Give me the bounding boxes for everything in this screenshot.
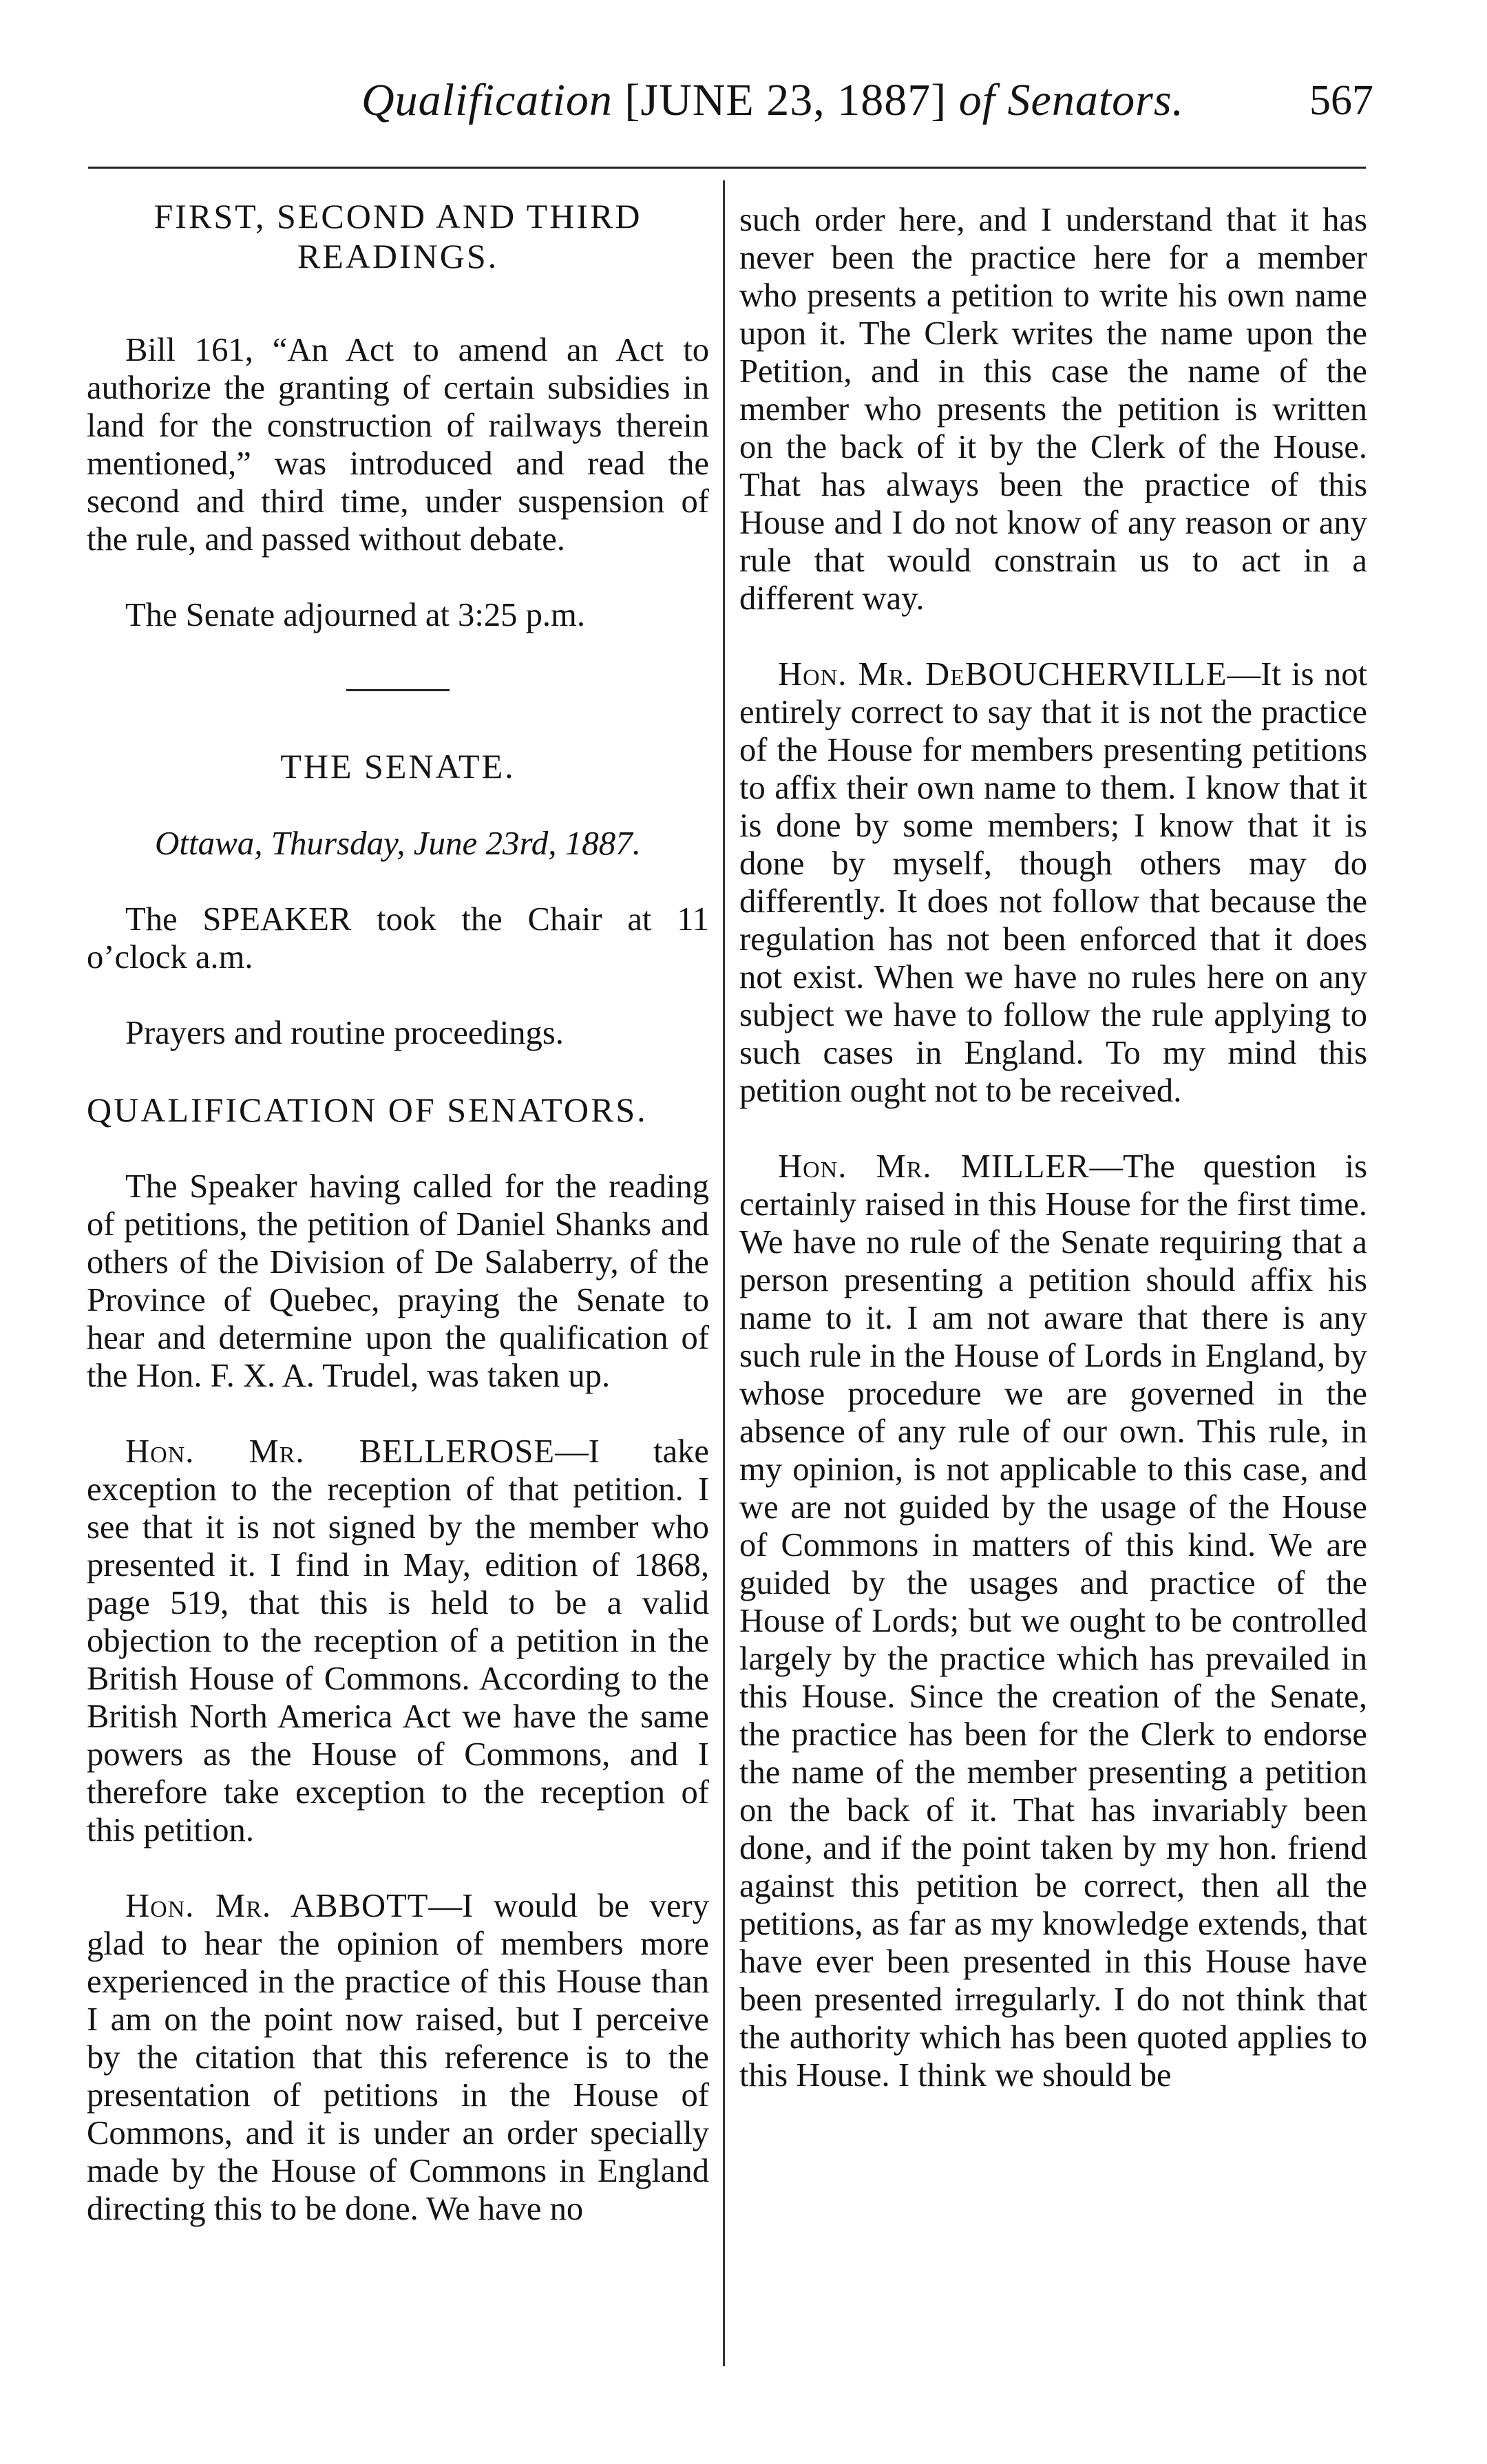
running-head [172,66,1373,135]
paragraph-adjourned: The Senate adjourned at 3:25 p.m. [125,596,585,633]
speech-bellerose [87,1433,709,1849]
running-title-date: [JUNE 23, 1887] [624,75,947,125]
speech-text: —I would be very glad to hear the opinion of members more experienced in the practice of this House than I am on the point now raised, but I perceive by the citation that this reference is to the presentation of petitions in the House of Commons, and it is under an order specially made by the House of Commons in England directing this to be done. We have no [87,1887,710,2227]
header-rule [88,167,1366,169]
paragraph-continuation: such order here, and I understand that it has never been the practice here for a member who presents a petition to write his own name upon it. The Clerk writes the name upon the Petition, and in this case the name of the member who presents the petition is written on the back of it by the Clerk of the House. That has always been the practice of this House and I do not know of any reason or any rule that would constrain us to act in a different way. [739,201,1367,617]
column-rule [723,180,725,2366]
dateline: Ottawa, Thursday, June 23rd, 1887. [155,824,641,862]
speech-text: —I take exception to the reception of that petition. I see that it is not signed by the member who presented it. I find in May, edition of 1868, page 519, that this is held to be a valid objection to the reception of a petition in the British House of Commons. According to the British North America Act we have the same powers as the House of Commons, and I therefore take exception to the reception of this petition. [87,1433,709,1849]
left-column [87,196,709,2228]
speaker-name: Hon. Mr. ABBOTT [125,1887,429,1924]
page-number: 567 [1309,77,1373,124]
section-heading-senate: THE SENATE. [280,747,516,786]
running-title-right: of Senators. [958,75,1185,125]
speech-deboucherville [739,655,1367,1110]
paragraph-petition: The Speaker having called for the reading of petitions, the petition of Daniel Shanks and others of the Division of De Salaberry, of the Province of Quebec, praying the Senate to hear and determine upon the qualification of the Hon. F. X. A. Trudel, was taken up. [87,1168,709,1394]
running-title [172,66,1373,135]
speech-text: —The question is certainly raised in this House for the first time. We have no rule of the Senate requiring that a person presenting a petition should affix his name to it. I am not aware that there is any such rule in the House of Lords in England, by whose procedure we are governed in the absence of any rule of our own. This rule, in my opinion, is not applicable to this case, and we are not guided by the usage of the House of Commons in matters of this kind. We are guided by the usages and practice of the House of Lords; but we ought to be controlled largely by the practice which has prevailed in this House. Since the creation of the Senate, the practice has been for the Clerk to endorse the name of the member presenting a petition on the back of it. That has invariably been done, and if the point taken by my hon. friend against this petition be correct, then all the petitions, as far as my knowledge extends, that have ever been presented in this House have been presented irregularly. I do not think that the authority which has been quoted applies to this House. I think we should be [739,1148,1367,2094]
speaker-name: Hon. Mr. BELLEROSE [125,1433,556,1470]
speaker-name: Hon. Mr. DeBOUCHERVILLE [778,655,1227,693]
speech-text: —It is not entirely correct to say that it is not the practice of the House for members presenting petitions to affix their own name to them. I know that it is done by some members; I know that it is done by myself, though others may do differently. It does not follow that because the regulation has not been enforced that it does not exist. When we have no rules here on any subject we have to follow the rule applying to such cases in England. To my mind this petition ought not to be received. [739,655,1367,1109]
paragraph-prayers: Prayers and routine proceedings. [125,1014,564,1051]
speaker-name: Hon. Mr. MILLER [778,1148,1090,1185]
section-heading-qualification: QUALIFICATION OF SENATORS. [87,1091,648,1129]
paragraph-speaker-chair: The SPEAKER took the Chair at 11 o’clock a.m. [87,901,709,976]
right-column [739,201,1367,2094]
running-title-left: Qualification [361,75,613,125]
speech-miller [739,1148,1367,2094]
paragraph-bill-161: Bill 161, “An Act to amend an Act to authorize the granting of certain subsidies in land for the construction of railways therein mentioned,” was introduced and read the second and third time, under suspension of the rule, and passed without debate. [87,331,709,558]
speech-abbott [87,1887,709,2228]
section-heading-readings: FIRST, SECOND AND THIRD READINGS. [154,197,642,275]
